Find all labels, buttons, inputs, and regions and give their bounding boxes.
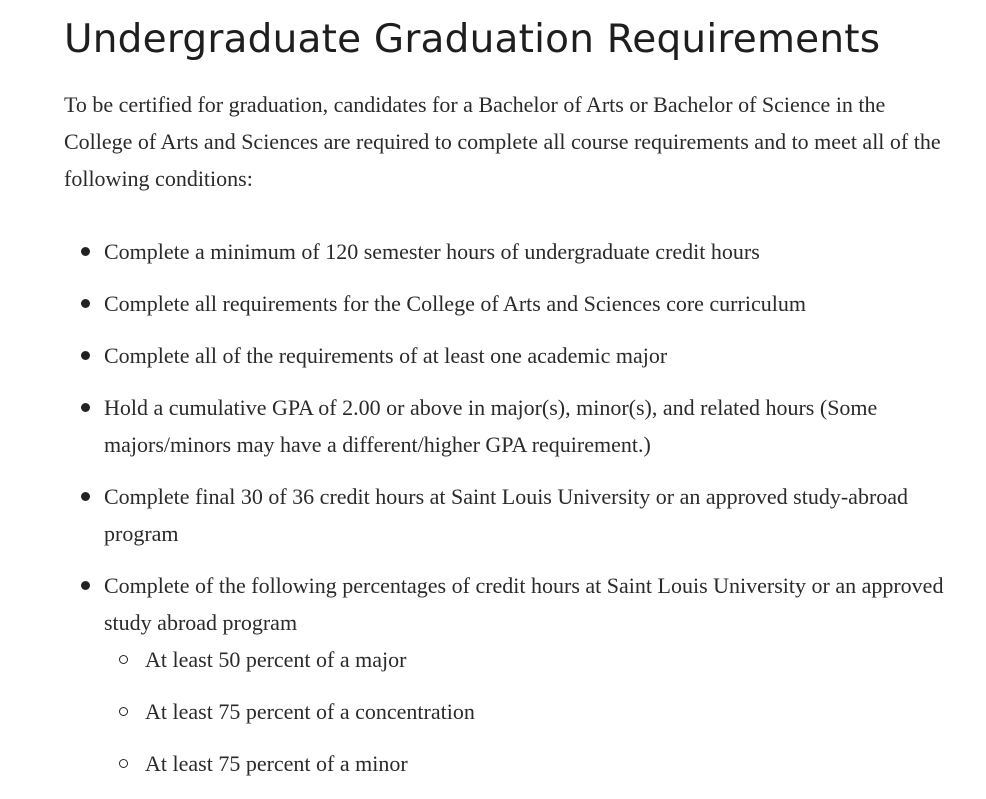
requirement-text: Complete all of the requirements of at least one academic major <box>104 343 668 368</box>
list-item <box>64 337 964 374</box>
intro-paragraph: To be certified for graduation, candidates for a Bachelor of Arts or Bachelor of Science in the College of Arts and Sciences are required to complete all course requirements and to meet all of the following conditions: <box>64 92 941 191</box>
requirement-text: Complete of the following percentages of credit hours at Saint Louis University or an approved study abroad program <box>104 573 944 635</box>
requirement-text: Hold a cumulative GPA of 2.00 or above in major(s), minor(s), and related hours (Some majors/minors may have a different/higher GPA requirement.) <box>104 395 878 457</box>
percentage-text: At least 50 percent of a major <box>145 647 407 672</box>
list-item <box>64 389 964 463</box>
bullet-icon <box>81 581 90 590</box>
sublist-item <box>104 745 964 782</box>
requirements-list <box>64 233 964 782</box>
circle-bullet-icon <box>119 655 128 664</box>
circle-bullet-icon <box>119 707 128 716</box>
page-title: Undergraduate Graduation Requirements <box>64 17 881 62</box>
percentages-sublist <box>104 641 964 782</box>
requirement-text: Complete a minimum of 120 semester hours of undergraduate credit hours <box>104 239 760 264</box>
sublist-item <box>104 641 964 678</box>
requirement-text: Complete all requirements for the College of Arts and Sciences core curriculum <box>104 291 806 316</box>
list-item <box>64 567 964 782</box>
bullet-icon <box>81 299 90 308</box>
bullet-icon <box>81 403 90 412</box>
list-item <box>64 233 964 270</box>
list-item <box>64 285 964 322</box>
percentage-text: At least 75 percent of a concentration <box>145 699 475 724</box>
list-item <box>64 478 964 552</box>
sublist-item <box>104 693 964 730</box>
bullet-icon <box>81 247 90 256</box>
bullet-icon <box>81 351 90 360</box>
percentage-text: At least 75 percent of a minor <box>145 751 408 776</box>
main-content <box>64 14 964 797</box>
circle-bullet-icon <box>119 759 128 768</box>
bullet-icon <box>81 492 90 501</box>
requirement-text: Complete final 30 of 36 credit hours at Saint Louis University or an approved study-abroad program <box>104 484 909 546</box>
